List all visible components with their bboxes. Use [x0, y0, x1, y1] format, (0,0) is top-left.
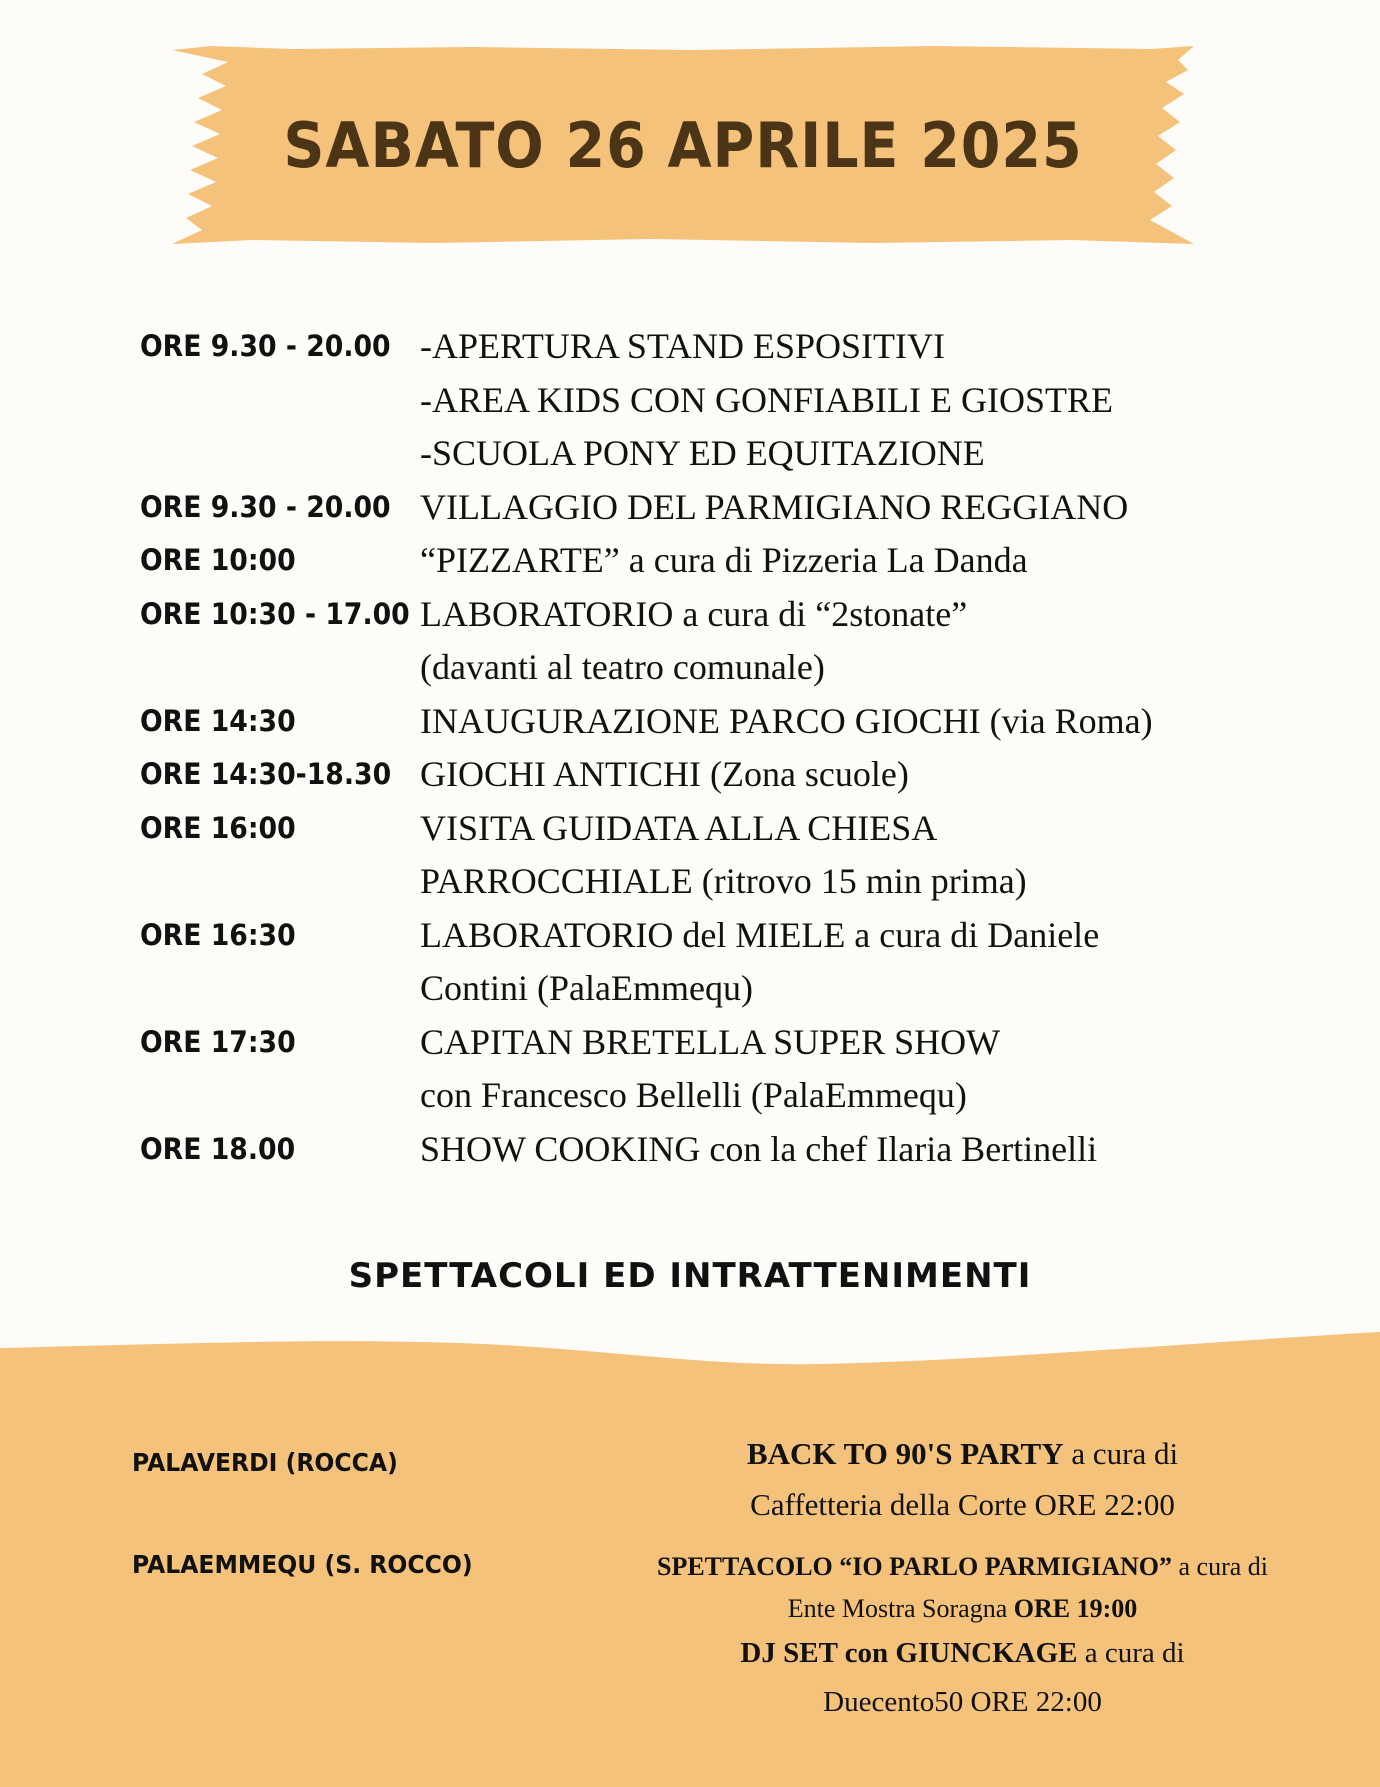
- section-title: SPETTACOLI ED INTRATTENIMENTI: [348, 1256, 1032, 1296]
- schedule-row: [140, 481, 1300, 535]
- event-title: DJ SET con GIUNCKAGE: [740, 1637, 1078, 1669]
- page-title: SABATO 26 APRILE 2025: [283, 108, 1083, 182]
- schedule-text: -AREA KIDS CON GONFIABILI E GIOSTRE: [420, 379, 1113, 420]
- event-text: a cura di: [1171, 1552, 1268, 1581]
- event-text: a cura di: [1063, 1436, 1179, 1471]
- schedule-text: GIOCHI ANTICHI (Zona scuole): [420, 754, 909, 794]
- schedule-row: [140, 534, 1300, 588]
- schedule-time: ORE 17:30: [140, 1024, 296, 1059]
- schedule-time: ORE 16:00: [140, 810, 296, 845]
- schedule-list: [140, 320, 1300, 1176]
- event-title: SPETTACOLO “IO PARLO PARMIGIANO”: [657, 1552, 1172, 1581]
- event-detail: [595, 1594, 1330, 1624]
- schedule-time: ORE 9.30 - 20.00: [140, 489, 391, 524]
- schedule-text: con Francesco Bellelli (PalaEmmequ): [420, 1075, 967, 1115]
- schedule-text: LABORATORIO del MIELE a cura di Daniele: [420, 914, 1100, 955]
- venue-label: PALAEMMEQU (S. ROCCO): [132, 1550, 473, 1579]
- schedule-time: ORE 14:30-18.30: [140, 757, 392, 791]
- schedule-text: -APERTURA STAND ESPOSITIVI: [420, 326, 945, 366]
- schedule-text: (davanti al teatro comunale): [420, 647, 825, 687]
- schedule-time: ORE 16:30: [140, 917, 296, 952]
- event-time: ORE 19:00: [1013, 1594, 1138, 1623]
- schedule-row: [140, 1123, 1300, 1177]
- schedule-text: SHOW COOKING con la chef Ilaria Bertinelli: [420, 1128, 1098, 1169]
- schedule-row: [140, 909, 1300, 1016]
- event-entry: [595, 1436, 1330, 1472]
- schedule-text: VISITA GUIDATA ALLA CHIESA: [420, 807, 938, 848]
- schedule-row: [140, 802, 1300, 909]
- schedule-row: [140, 588, 1300, 695]
- schedule-text: “PIZZARTE” a cura di Pizzeria La Danda: [420, 540, 1028, 580]
- schedule-row: [140, 1016, 1300, 1123]
- schedule-row: [140, 320, 1300, 481]
- event-title: BACK TO 90'S PARTY: [746, 1436, 1064, 1471]
- schedule-row: [140, 748, 1300, 802]
- schedule-text: PARROCCHIALE (ritrovo 15 min prima): [420, 861, 1027, 901]
- schedule-time: ORE 10:30 - 17.00: [140, 596, 410, 631]
- schedule-time: ORE 9.30 - 20.00: [140, 329, 391, 363]
- title-banner: [172, 46, 1194, 244]
- schedule-time: ORE 14:30: [140, 703, 296, 738]
- venue-label: PALAVERDI (ROCCA): [132, 1448, 398, 1477]
- schedule-text: CAPITAN BRETELLA SUPER SHOW: [420, 1021, 1001, 1062]
- event-entry: [595, 1552, 1330, 1582]
- event-text: Ente Mostra Soragna: [787, 1594, 1014, 1623]
- schedule-text: Contini (PalaEmmequ): [420, 968, 753, 1008]
- event-text: a cura di: [1077, 1637, 1185, 1669]
- event-entry: [595, 1637, 1330, 1670]
- event-detail: Caffetteria della Corte ORE 22:00: [750, 1487, 1175, 1522]
- schedule-text: -SCUOLA PONY ED EQUITAZIONE: [420, 433, 985, 473]
- schedule-time: ORE 10:00: [140, 543, 296, 577]
- schedule-time: ORE 18.00: [140, 1131, 296, 1166]
- schedule-row: [140, 695, 1300, 749]
- schedule-text: LABORATORIO a cura di “2stonate”: [420, 593, 968, 634]
- schedule-text: INAUGURAZIONE PARCO GIOCHI (via Roma): [420, 700, 1153, 741]
- event-detail: Duecento50 ORE 22:00: [823, 1686, 1102, 1718]
- schedule-text: VILLAGGIO DEL PARMIGIANO REGGIANO: [420, 486, 1129, 527]
